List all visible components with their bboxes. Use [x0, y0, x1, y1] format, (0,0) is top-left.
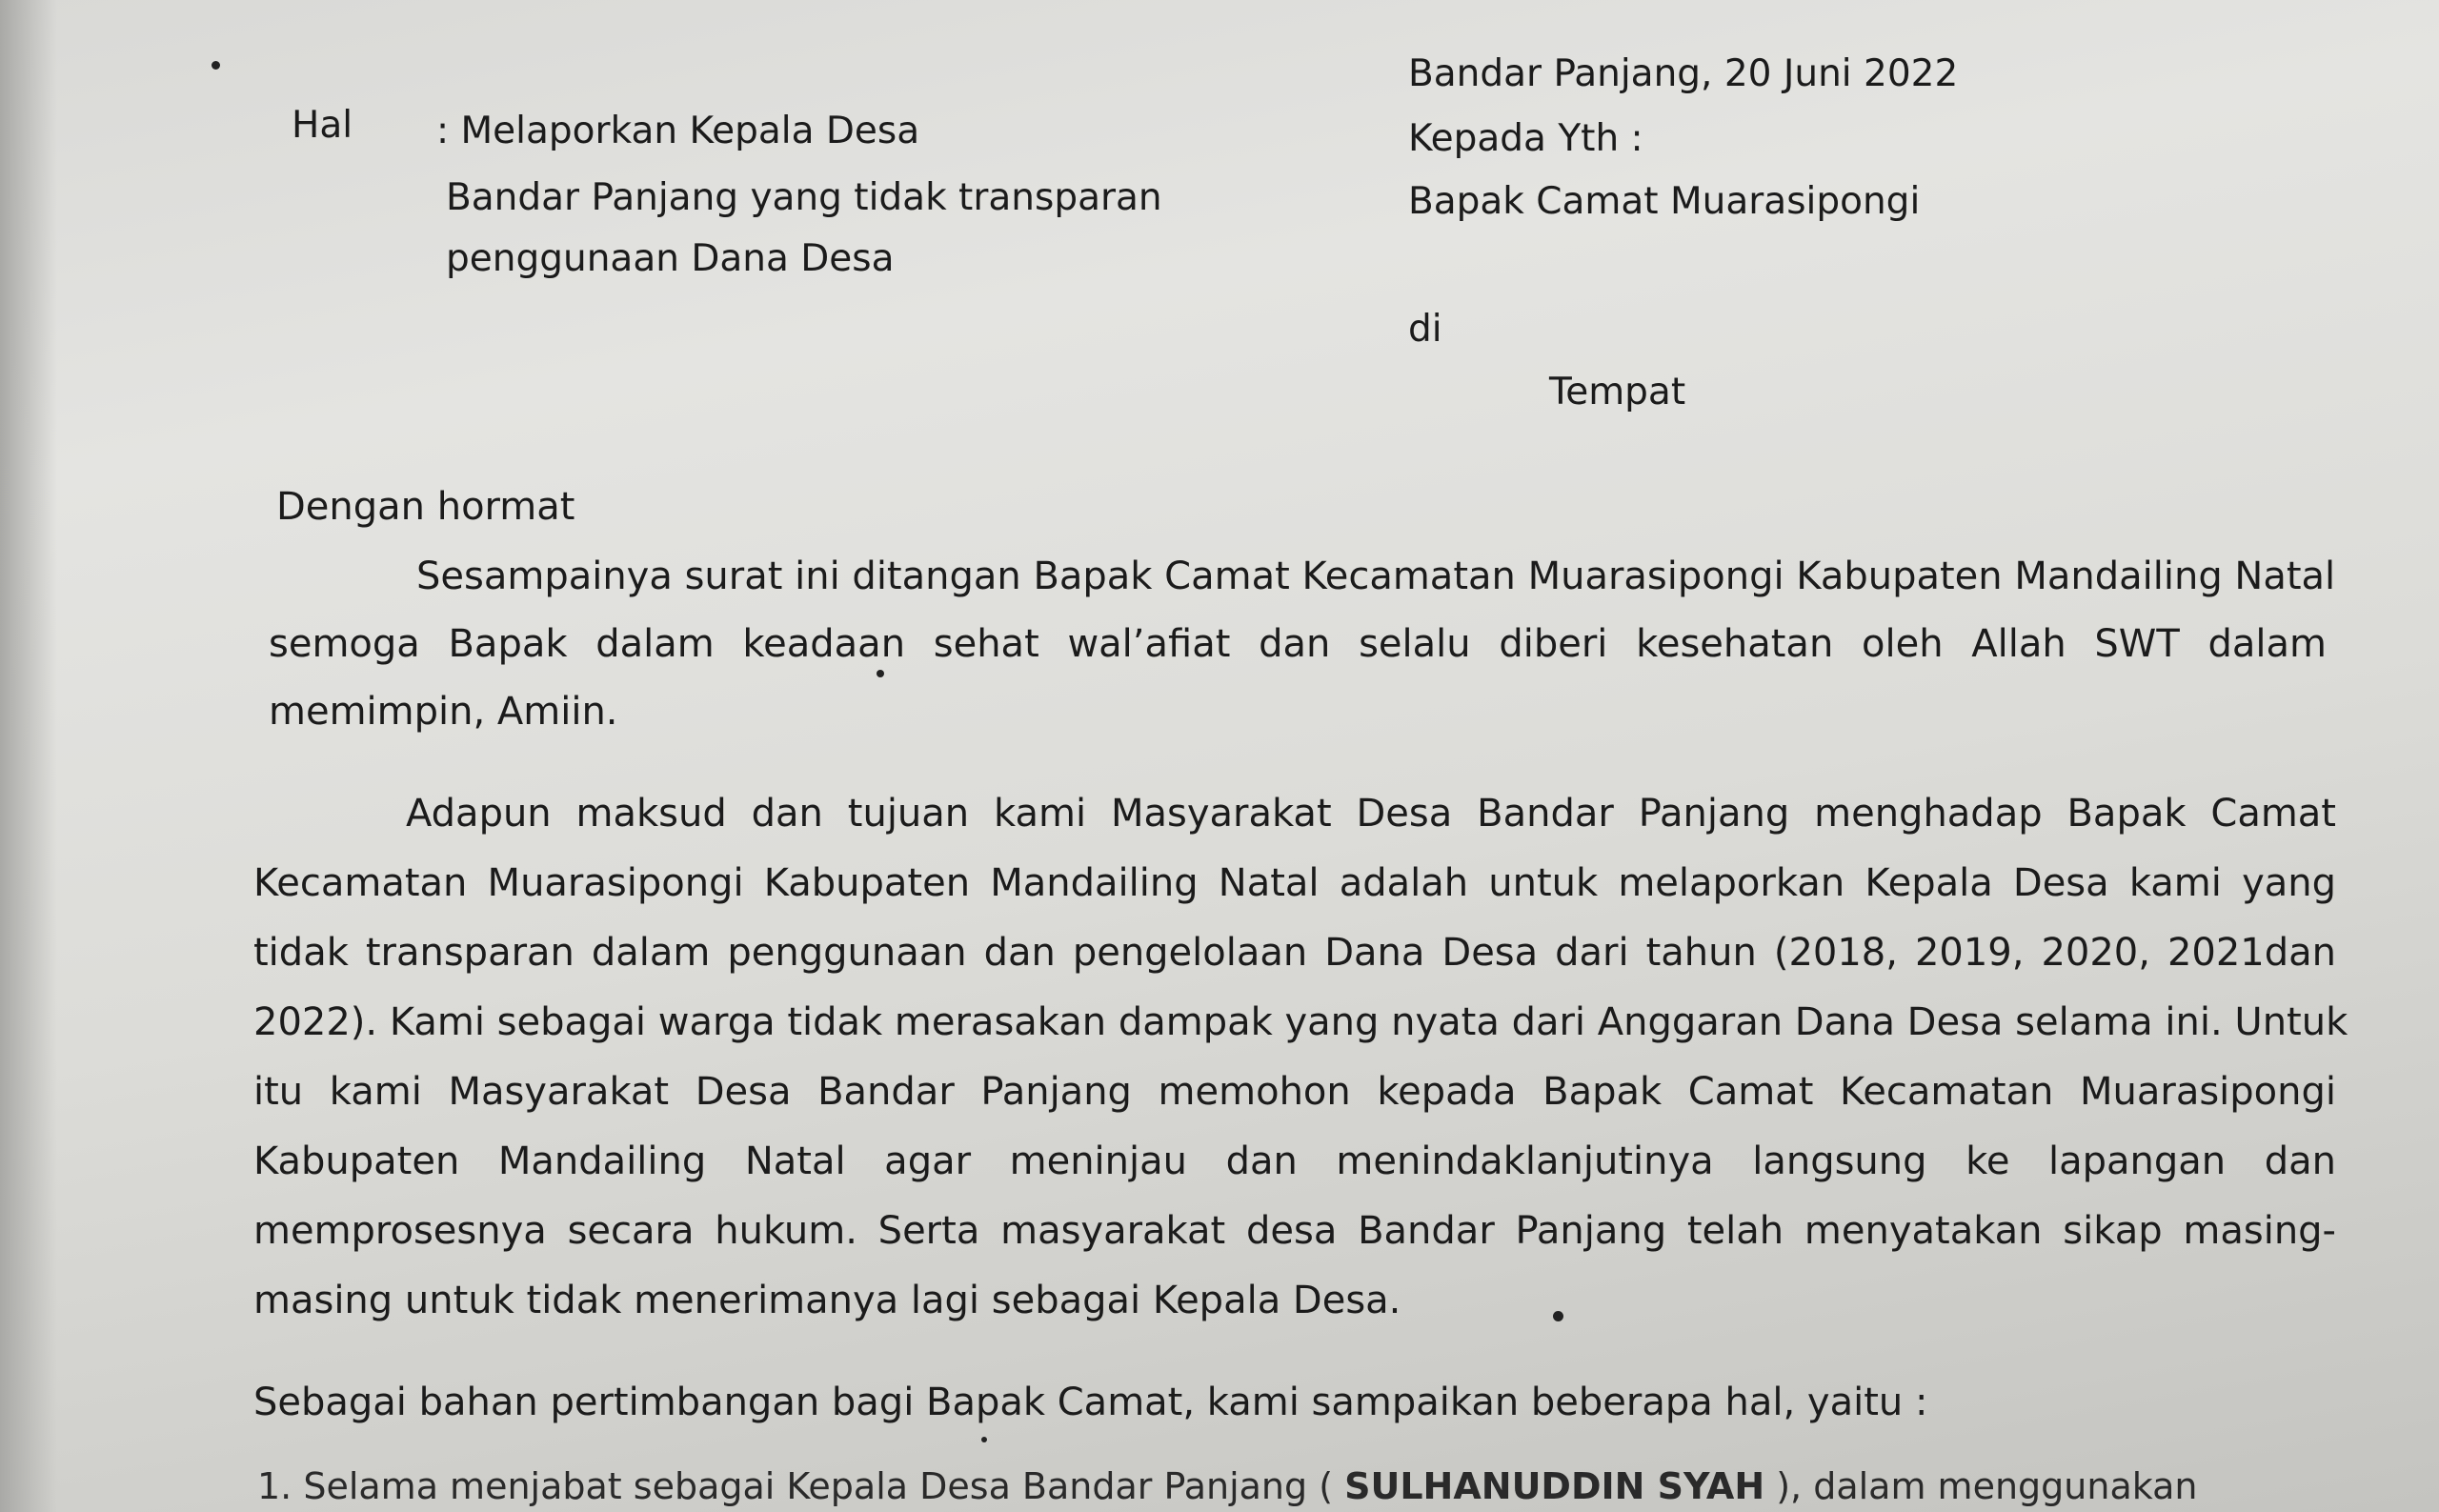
recipient-di: di	[1408, 308, 1442, 351]
scan-speck	[1553, 1311, 1563, 1321]
paragraph-1-line: memimpin, Amiin.	[269, 690, 618, 734]
subject-line-2: Bandar Panjang yang tidak transparan	[446, 176, 1162, 219]
recipient-name: Bapak Camat Muarasipongi	[1408, 180, 1921, 223]
paragraph-2-line: tidak transparan dalam penggunaan dan pengelolaan Dana Desa dari tahun (2018, 2019, 2020, 2021dan	[253, 931, 2336, 975]
scan-speck	[877, 670, 884, 677]
list-item-1-suffix: ), dalam menggunakan	[1764, 1465, 2198, 1507]
list-item-1-name: SULHANUDDIN SYAH	[1344, 1465, 1765, 1507]
paragraph-2	[253, 779, 2348, 1336]
considerations-intro: Sebagai bahan pertimbangan bagi Bapak Camat, kami sampaikan beberapa hal, yaitu :	[253, 1381, 1928, 1424]
scan-speck	[981, 1437, 987, 1442]
scan-speck	[212, 61, 220, 70]
paragraph-2-line: itu kami Masyarakat Desa Bandar Panjang memohon kepada Bapak Camat Kecamatan Muarasipongi	[253, 1070, 2336, 1114]
paragraph-2-line: memprosesnya secara hukum. Serta masyarakat desa Bandar Panjang telah menyatakan sikap masing-	[253, 1209, 2336, 1253]
paragraph-2-line: Adapun maksud dan tujuan kami Masyarakat Desa Bandar Panjang menghadap Bapak Camat	[406, 792, 2336, 836]
recipient-label: Kepada Yth :	[1408, 117, 1643, 160]
recipient-place: Tempat	[1549, 371, 1686, 413]
paragraph-2-line: Kabupaten Mandailing Natal agar meninjau dan menindaklanjutinya langsung ke lapangan dan	[253, 1139, 2336, 1183]
list-item-1-partial	[257, 1465, 2197, 1507]
paragraph-2-line: 2022). Kami sebagai warga tidak merasakan dampak yang nyata dari Anggaran Dana Desa selama ini. Untuk	[253, 1000, 2348, 1044]
paragraph-1-line: Sesampainya surat ini ditangan Bapak Camat Kecamatan Muarasipongi Kabupaten Mandailing Natal	[416, 554, 2336, 598]
subject-line-1: : Melaporkan Kepala Desa	[436, 110, 920, 152]
subject-line-3: penggunaan Dana Desa	[446, 237, 895, 280]
page-edge-shadow	[0, 0, 57, 1512]
greeting: Dengan hormat	[276, 485, 575, 529]
paragraph-1-line: semoga Bapak dalam keadaan sehat wal’afiat dan selalu diberi kesehatan oleh Allah SWT dalam	[269, 622, 2327, 666]
subject-label: Hal	[292, 104, 353, 147]
paragraph-2-line: Kecamatan Muarasipongi Kabupaten Mandailing Natal adalah untuk melaporkan Kepala Desa kami yang	[253, 861, 2336, 905]
paragraph-1	[269, 543, 2336, 746]
letter-date: Bandar Panjang, 20 Juni 2022	[1408, 52, 1959, 95]
list-item-1-prefix: 1. Selama menjabat sebagai Kepala Desa Bandar Panjang (	[257, 1465, 1345, 1507]
paragraph-2-line: masing untuk tidak menerimanya lagi sebagai Kepala Desa.	[253, 1279, 1401, 1322]
